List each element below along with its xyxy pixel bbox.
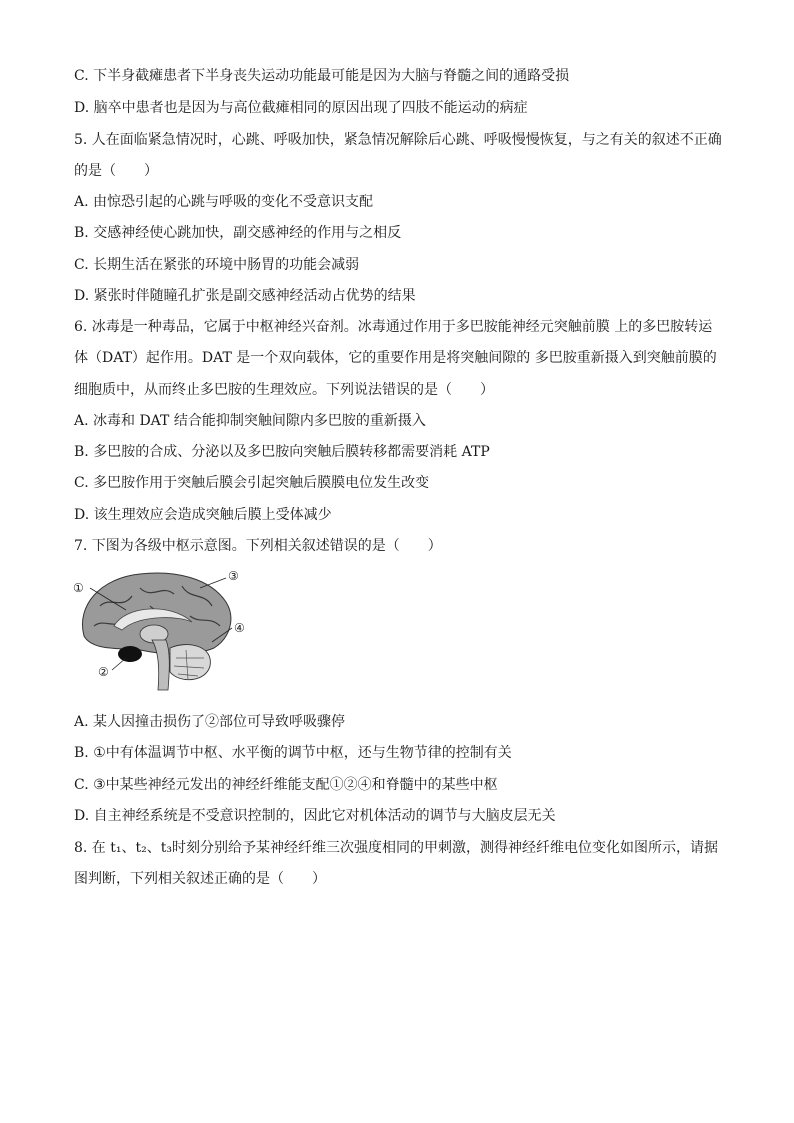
brain-diagram [70,566,250,696]
q6-option-d: D. 该生理效应会造成突触后膜上受体减少 [74,507,332,523]
q6-option-a: A. 冰毒和 DAT 结合能抑制突触间隙内多巴胺的重新摄入 [74,413,426,429]
dark-region-shape [118,646,142,662]
q5-option-a: A. 由惊恐引起的心跳与呼吸的变化不受意识支配 [74,194,374,210]
q7-option-b: B. ①中有体温调节中枢、水平衡的调节中枢，还与生物节律的控制有关 [74,745,512,761]
q6-stem-line1: 6. 冰毒是一种毒品，它属于中枢神经兴奋剂。冰毒通过作用于多巴胺能神经元突触前膜 上的多巴胺转运 [74,319,713,335]
q6-option-c: C. 多巴胺作用于突触后膜会引起突触后膜膜电位发生改变 [74,475,430,491]
q6-stem-line2: 体（DAT）起作用。DAT 是一个双向载体，它的重要作用是将突触间隙的 多巴胺重新摄入到突触前膜的 [74,350,717,366]
label-2: ② [98,665,109,679]
label-3: ③ [228,569,239,583]
label-4: ④ [234,621,245,635]
q5-stem-line2: 的是（ ） [74,163,158,179]
q8-stem-line2: 图判断，下列相关叙述正确的是（ ） [74,871,326,887]
label-1: ① [73,581,84,595]
q4-option-c: C. 下半身截瘫患者下半身丧失运动功能最可能是因为大脑与脊髓之间的通路受损 [74,68,570,84]
q4-option-d: D. 脑卒中患者也是因为与高位截瘫相同的原因出现了四肢不能运动的病症 [74,100,528,116]
cerebellum-shape [170,645,210,680]
q7-option-a: A. 某人因撞击损伤了②部位可导致呼吸骤停 [74,714,346,730]
q5-option-c: C. 长期生活在紧张的环境中肠胃的功能会减弱 [74,257,360,273]
q8-stem-line1: 8. 在 t₁、t₂、t₃时刻分别给予某神经纤维三次强度相同的甲刺激，测得神经纤维电位变化如图所示，请据 [74,840,718,856]
q7-option-d: D. 自主神经系统是不受意识控制的，因此它对机体活动的调节与大脑皮层无关 [74,808,556,824]
q5-option-d: D. 紧张时伴随瞳孔扩张是副交感神经活动占优势的结果 [74,288,416,304]
q6-stem-line3: 细胞质中，从而终止多巴胺的生理效应。下列说法错误的是（ ） [74,382,494,398]
q7-stem: 7. 下图为各级中枢示意图。下列相关叙述错误的是（ ） [74,538,442,554]
q6-option-b: B. 多巴胺的合成、分泌以及多巴胺向突触后膜转移都需要消耗 ATP [74,444,490,460]
q7-option-c: C. ③中某些神经元发出的神经纤维能支配①②④和脊髓中的某些中枢 [74,777,498,793]
q5-stem-line1: 5. 人在面临紧急情况时，心跳、呼吸加快，紧急情况解除后心跳、呼吸慢慢恢复，与之有关的叙述不正确 [74,132,722,148]
q5-option-b: B. 交感神经使心跳加快，副交感神经的作用与之相反 [74,225,402,241]
